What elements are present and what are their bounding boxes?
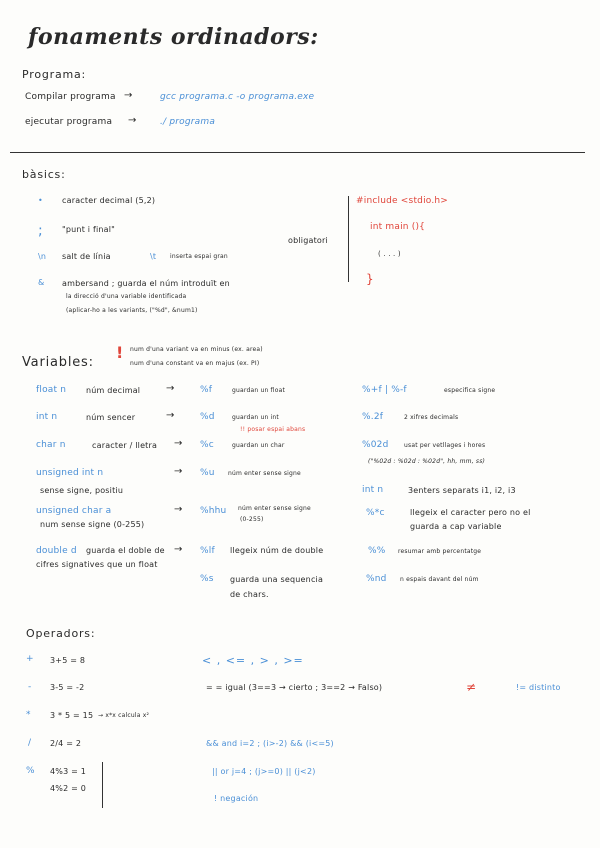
arrow-icon: → [174,544,183,555]
operator-symbol: * [26,710,31,720]
code-line: #include <stdio.h> [356,196,449,206]
var-format-desc-line2: (0-255) [240,516,264,523]
basics-symbol: \t [150,252,157,261]
var-type: unsigned char a [36,506,112,516]
var-format: %lf [200,546,215,556]
section-heading-operadors: Operadors: [26,627,96,640]
var-format-desc: llegeix núm de double [230,546,324,555]
basics-symbol: • [38,196,43,205]
basics-text: salt de línia [62,252,111,261]
operator-expr: 4%3 = 1 [50,767,87,776]
var-type: int n [36,412,58,422]
basics-text: (aplicar-ho a les variants, ("%d", &num1) [66,307,198,314]
basics-symbol: & [38,278,45,287]
time-format: ("%02d : %02d : %02d", hh, mm, ss) [368,458,486,465]
programa-row-label: ejecutar programa [25,117,113,127]
basics-text: inserta espai gran [170,253,228,260]
var-format: %c [200,440,214,450]
programa-row-code: gcc programa.c -o programa.exe [160,92,315,102]
basics-text: ambersand ; guarda el núm introduït en [62,279,230,288]
var-format: %d [200,412,215,422]
var-extra-desc: 3enters separats i1, i2, i3 [408,486,516,495]
var-format-desc: guardan un int [232,414,279,421]
operator-expr: 4%2 = 0 [50,784,87,793]
red-note: !! posar espai abans [240,426,306,433]
var-extra-desc: n espais davant del núm [400,576,479,583]
or-operator: || or j=4 ; (j>=0) || (j<2) [212,767,316,776]
operator-symbol: % [26,766,35,776]
code-line: ( . . . ) [378,250,401,258]
page-title: fonaments ordinadors: [28,24,319,50]
var-extra-desc: resumar amb percentatge [398,548,482,555]
comparison-operators: < , <= , > , >= [202,654,304,667]
var-format-desc: guardan un char [232,442,285,449]
var-extra-desc: llegeix el caracter pero no el [410,508,531,517]
var-format: %f [200,385,213,395]
basics-text: caracter decimal (5,2) [62,196,156,205]
var-extra: %+f | %-f [362,385,407,395]
var-format-desc: núm enter sense signe [238,505,311,512]
arrow-icon: → [174,504,183,515]
section-heading-variables: Variables: [22,355,94,370]
section-heading-basics: bàsics: [22,168,66,181]
var-extra: %nd [366,574,387,584]
var-extra: %02d [362,440,389,450]
arrow-icon: → [166,383,175,394]
operator-symbol: - [28,682,32,692]
var-extra-desc: especifica signe [444,387,496,394]
var-format-desc: guarda una sequencia [230,575,324,584]
programa-row-code: ./ programa [160,117,216,127]
var-format: %u [200,468,215,478]
variables-note: num d'una variant va en minus (ex. area) [130,346,263,353]
var-desc-line2: cifres signatives que un float [36,560,158,569]
var-desc: caracter / lletra [92,441,158,450]
var-extra: %% [368,546,386,556]
brace-line [348,196,349,282]
operator-expr: 3-5 = -2 [50,683,85,692]
obligatori-label: obligatori [288,236,328,245]
var-desc-line2: sense signe, positiu [40,486,124,495]
var-desc: núm sencer [86,413,136,422]
and-operator: && and i=2 ; (i>-2) && (i<=5) [206,739,334,748]
equality-operator: = = igual (3==3 → cierto ; 3==2 → Falso) [206,683,383,692]
basics-symbol: ; [38,223,43,239]
warning-icon: ! [116,343,124,362]
var-format: %s [200,574,214,584]
var-type: char n [36,440,66,450]
arrow-icon: → [128,115,137,126]
division-line [102,762,103,808]
variables-note: num d'una constant va en majus (ex. PI) [130,360,260,367]
basics-text: "punt i final" [62,225,116,234]
programa-row-label: Compilar programa [25,92,116,102]
var-desc: guarda el doble de [86,546,165,555]
var-type: float n [36,385,67,395]
var-format-desc: guardan un float [232,387,286,394]
not-operator: ! negación [214,794,259,803]
var-format: %hhu [200,506,227,516]
var-desc-line2: num sense signe (0-255) [40,520,145,529]
operator-expr: 2/4 = 2 [50,739,82,748]
var-extra: %.2f [362,412,384,422]
basics-symbol: \n [38,252,47,261]
not-equal-icon: ≠ [466,680,477,694]
arrow-icon: → [174,466,183,477]
operator-symbol: + [26,654,34,664]
operator-symbol: / [28,738,32,748]
section-heading-programa: Programa: [22,68,87,81]
divider [10,152,585,153]
var-extra-desc: usat per vetllages i hores [404,442,486,449]
arrow-icon: → [124,90,133,101]
code-line: int main (){ [370,222,426,232]
code-line: } [366,272,374,286]
var-extra-desc-line2: guarda a cap variable [410,522,502,531]
var-type: unsigned int n [36,468,104,478]
var-type: double d [36,546,77,556]
arrow-icon: → [174,438,183,449]
basics-text: la direcció d'una variable identificada [66,293,187,300]
operator-note: → x*x calcula x² [98,712,150,719]
arrow-icon: → [166,410,175,421]
var-extra-desc: 2 xifres decimals [404,414,459,421]
var-desc: núm decimal [86,386,141,395]
var-extra: int n [362,485,384,495]
operator-expr: 3 * 5 = 15 [50,711,94,720]
not-equal-label: != distinto [516,683,561,692]
var-extra: %*c [366,508,385,518]
var-format-desc-line2: de chars. [230,590,269,599]
var-format-desc: núm enter sense signe [228,470,301,477]
operator-expr: 3+5 = 8 [50,656,86,665]
